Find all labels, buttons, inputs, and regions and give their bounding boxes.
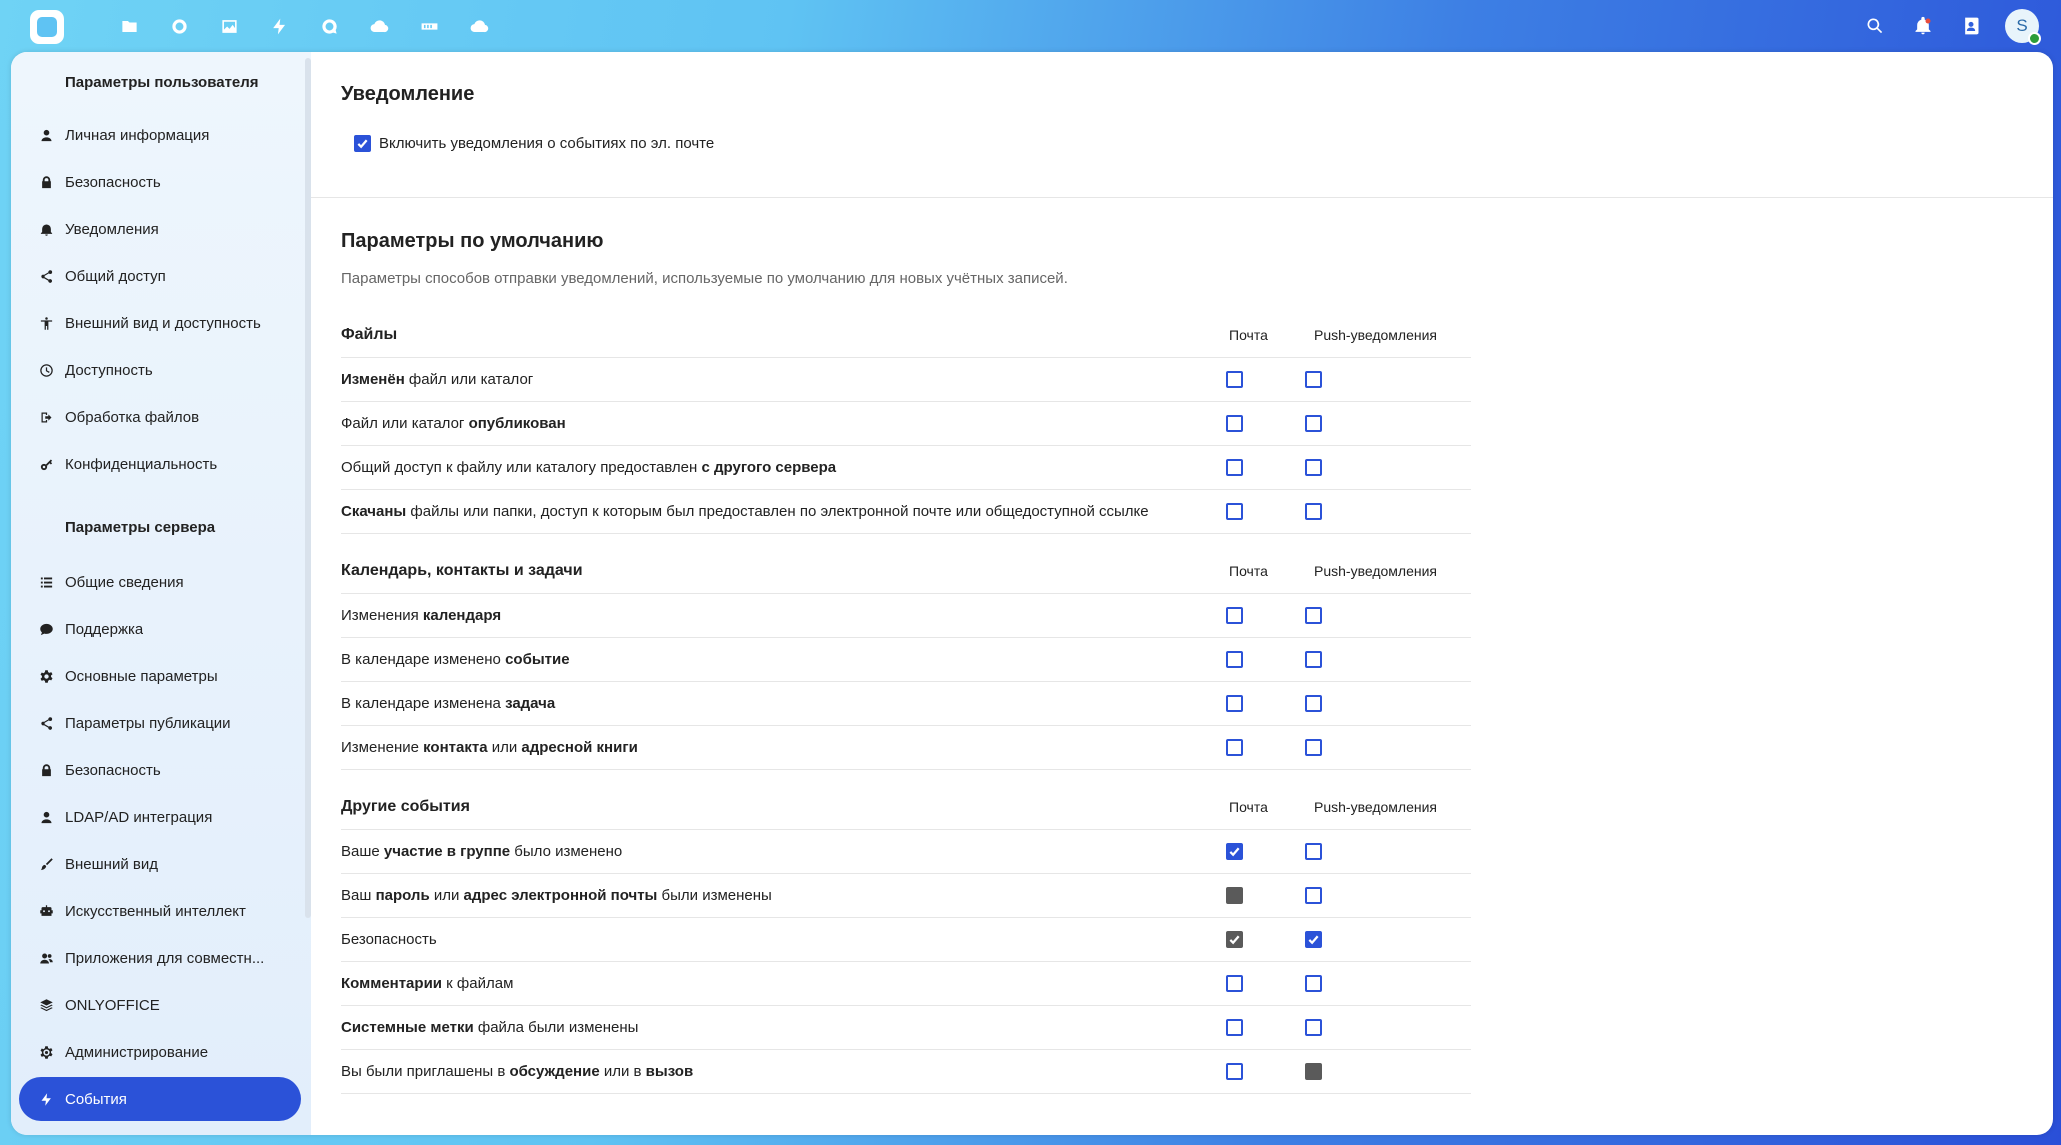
sidebar-item-label: Конфиденциальность [65,455,218,473]
mail-checkbox[interactable] [1226,1019,1243,1036]
notification-row-label: Скачаны файлы или папки, доступ к которым был предоставлен по электронной почте или общедоступной ссылке [341,503,1149,520]
push-checkbox[interactable] [1305,371,1322,388]
push-checkbox[interactable] [1305,931,1322,948]
notification-row [341,446,1471,490]
cloud-alt-icon[interactable] [454,8,504,44]
notification-row [341,918,1471,962]
user-icon [19,810,65,825]
sidebar-item-label: Приложения для совместн... [65,949,265,967]
sidebar-item[interactable] [19,983,301,1027]
sidebar-item-label: Безопасность [65,761,161,779]
gear-icon [19,669,65,684]
sidebar-item[interactable] [19,207,301,251]
sidebar-item[interactable] [19,701,301,745]
sidebar-item[interactable] [19,113,301,157]
notification-row-label: В календаре изменена задача [341,695,556,712]
tag-icon[interactable] [404,8,454,44]
notification-row-label: Изменение контакта или адресной книги [341,739,638,756]
push-checkbox[interactable] [1305,975,1322,992]
notification-row [341,490,1471,534]
notification-row [341,962,1471,1006]
mail-checkbox[interactable] [1226,695,1243,712]
list-icon [19,575,65,590]
settings-sidebar [11,52,311,1135]
notification-row-label: Комментарии к файлам [341,975,514,992]
lock-icon [19,763,65,778]
push-checkbox[interactable] [1305,651,1322,668]
sidebar-item[interactable] [19,748,301,792]
notification-row-label: В календаре изменено событие [341,651,570,668]
header-right [1851,8,2039,44]
column-header-mail: Почта [1229,799,1268,815]
push-checkbox[interactable] [1305,415,1322,432]
notification-group [341,313,1471,534]
bell-icon [19,222,65,237]
app-menu [104,8,504,44]
notification-row-label: Изменения календаря [341,607,502,624]
contacts-icon[interactable] [1947,8,1995,44]
notification-row-label: Файл или каталог опубликован [341,415,566,432]
share-icon [19,269,65,284]
notifications-bell-icon[interactable] [1899,8,1947,44]
sidebar-item-label: События [65,1090,127,1108]
sidebar-item-label: Доступность [65,361,153,379]
sidebar-item-label: Администрирование [65,1043,209,1061]
server-settings-heading: Параметры сервера [65,519,216,536]
sidebar-item[interactable] [19,301,301,345]
notification-row [341,402,1471,446]
notification-row-label: Системные метки файла были изменены [341,1019,639,1036]
user-settings-heading: Параметры пользователя [65,74,259,91]
mail-checkbox[interactable] [1226,843,1243,860]
talk-icon[interactable] [304,8,354,44]
sidebar-item-label: Уведомления [65,220,159,238]
sidebar-item-label: Внешний вид и доступность [65,314,261,332]
activity-icon[interactable] [254,8,304,44]
sidebar-item[interactable] [19,1077,301,1121]
sidebar-item-label: Обработка файлов [65,408,200,426]
mail-checkbox[interactable] [1226,415,1243,432]
group-title: Другие события [341,798,470,815]
column-header-push: Push-уведомления [1314,799,1437,815]
notification-group [341,549,1471,770]
push-checkbox[interactable] [1305,503,1322,520]
sidebar-item-label: Параметры публикации [65,714,231,732]
notification-row [341,638,1471,682]
mail-checkbox[interactable] [1226,975,1243,992]
group-icon [19,951,65,966]
sidebar-item-label: ONLYOFFICE [65,996,160,1014]
accessibility-icon [19,316,65,331]
notification-row-label: Ваше участие в группе было изменено [341,843,623,860]
defaults-section-title: Параметры по умолчанию [341,230,604,252]
lock-icon [19,175,65,190]
notification-row [341,594,1471,638]
notification-row-label: Безопасность [341,931,437,948]
sidebar-item-label: Безопасность [65,173,161,191]
sidebar-item[interactable] [19,842,301,886]
section-divider [311,197,2053,198]
mail-checkbox[interactable] [1226,607,1243,624]
notification-row [341,830,1471,874]
photos-icon[interactable] [204,8,254,44]
mail-checkbox[interactable] [1226,371,1243,388]
mail-checkbox[interactable] [1226,1063,1243,1080]
mail-checkbox[interactable] [1226,651,1243,668]
group-title: Календарь, контакты и задачи [341,562,583,579]
email-notifications-label: Включить уведомления о событиях по эл. почте [379,135,715,152]
push-checkbox[interactable] [1305,459,1322,476]
notification-row [341,358,1471,402]
group-header [341,313,1471,358]
circle-icon[interactable] [154,8,204,44]
brush-icon [19,857,65,872]
sidebar-item[interactable] [19,395,301,439]
sidebar-item[interactable] [19,560,301,604]
avatar-letter: S [2016,16,2028,35]
sidebar-item[interactable] [19,160,301,204]
nextcloud-logo[interactable] [26,6,68,48]
notification-row [341,1050,1471,1094]
notification-row [341,726,1471,770]
key-icon [19,457,65,472]
robot-icon [19,904,65,919]
column-header-push: Push-уведомления [1314,327,1437,343]
mail-checkbox[interactable] [1226,887,1243,904]
column-header-mail: Почта [1229,327,1268,343]
mail-checkbox[interactable] [1226,931,1243,948]
mail-checkbox[interactable] [1226,739,1243,756]
notification-row [341,682,1471,726]
notification-section-title: Уведомление [341,83,475,105]
sidebar-item[interactable] [19,254,301,298]
sidebar-item-label: Внешний вид [65,855,158,873]
notification-group [341,785,1471,1094]
top-header [0,0,2061,52]
mail-checkbox[interactable] [1226,459,1243,476]
email-notifications-checkbox[interactable] [354,135,371,152]
clock-icon [19,363,65,378]
push-checkbox[interactable] [1305,887,1322,904]
sidebar-item[interactable] [19,607,301,651]
group-title: Файлы [341,326,398,343]
column-header-push: Push-уведомления [1314,563,1437,579]
push-checkbox[interactable] [1305,695,1322,712]
sidebar-item[interactable] [19,654,301,698]
online-status-dot [2028,32,2041,45]
cloud-icon[interactable] [354,8,404,44]
push-checkbox[interactable] [1305,843,1322,860]
column-header-mail: Почта [1229,563,1268,579]
group-header [341,785,1471,830]
gear-alt-icon [19,1045,65,1060]
notification-row-label: Ваш пароль или адрес электронной почты были изменены [341,887,772,904]
notification-row [341,1006,1471,1050]
sidebar-item-label: Искусственный интеллект [65,902,246,920]
sidebar-item-label: Общий доступ [65,267,166,285]
sidebar-item[interactable] [19,1030,301,1074]
sidebar-item[interactable] [19,442,301,486]
push-checkbox[interactable] [1305,607,1322,624]
notification-row [341,874,1471,918]
push-checkbox[interactable] [1305,739,1322,756]
user-icon [19,128,65,143]
files-icon[interactable] [104,8,154,44]
sidebar-item[interactable] [19,795,301,839]
push-checkbox[interactable] [1305,1019,1322,1036]
group-header [341,549,1471,594]
sidebar-item-label: Личная информация [65,126,210,144]
chat-icon [19,622,65,637]
sidebar-item-label: Основные параметры [65,667,218,685]
sidebar-item[interactable] [19,348,301,392]
search-icon[interactable] [1851,8,1899,44]
bolt-icon [19,1092,65,1107]
notification-row-label: Общий доступ к файлу или каталогу предоставлен с другого сервера [341,459,837,476]
file-process-icon [19,410,65,425]
notification-row-label: Изменён файл или каталог [341,371,534,388]
sidebar-item[interactable] [19,936,301,980]
sidebar-item[interactable] [19,889,301,933]
main-frame [11,52,2053,1135]
settings-content [311,52,2053,1135]
user-avatar[interactable] [2005,9,2039,43]
sidebar-item-label: Общие сведения [65,573,184,591]
notification-row-label: Вы были приглашены в обсуждение или в вызов [341,1063,694,1080]
layers-icon [19,998,65,1013]
sidebar-item-label: LDAP/AD интеграция [65,808,213,826]
email-notifications-toggle[interactable] [354,135,714,152]
sidebar-item-label: Поддержка [65,620,144,638]
defaults-description: Параметры способов отправки уведомлений, используемые по умолчанию для новых учётных записей. [341,270,1068,287]
push-checkbox[interactable] [1305,1063,1322,1080]
mail-checkbox[interactable] [1226,503,1243,520]
share-icon [19,716,65,731]
